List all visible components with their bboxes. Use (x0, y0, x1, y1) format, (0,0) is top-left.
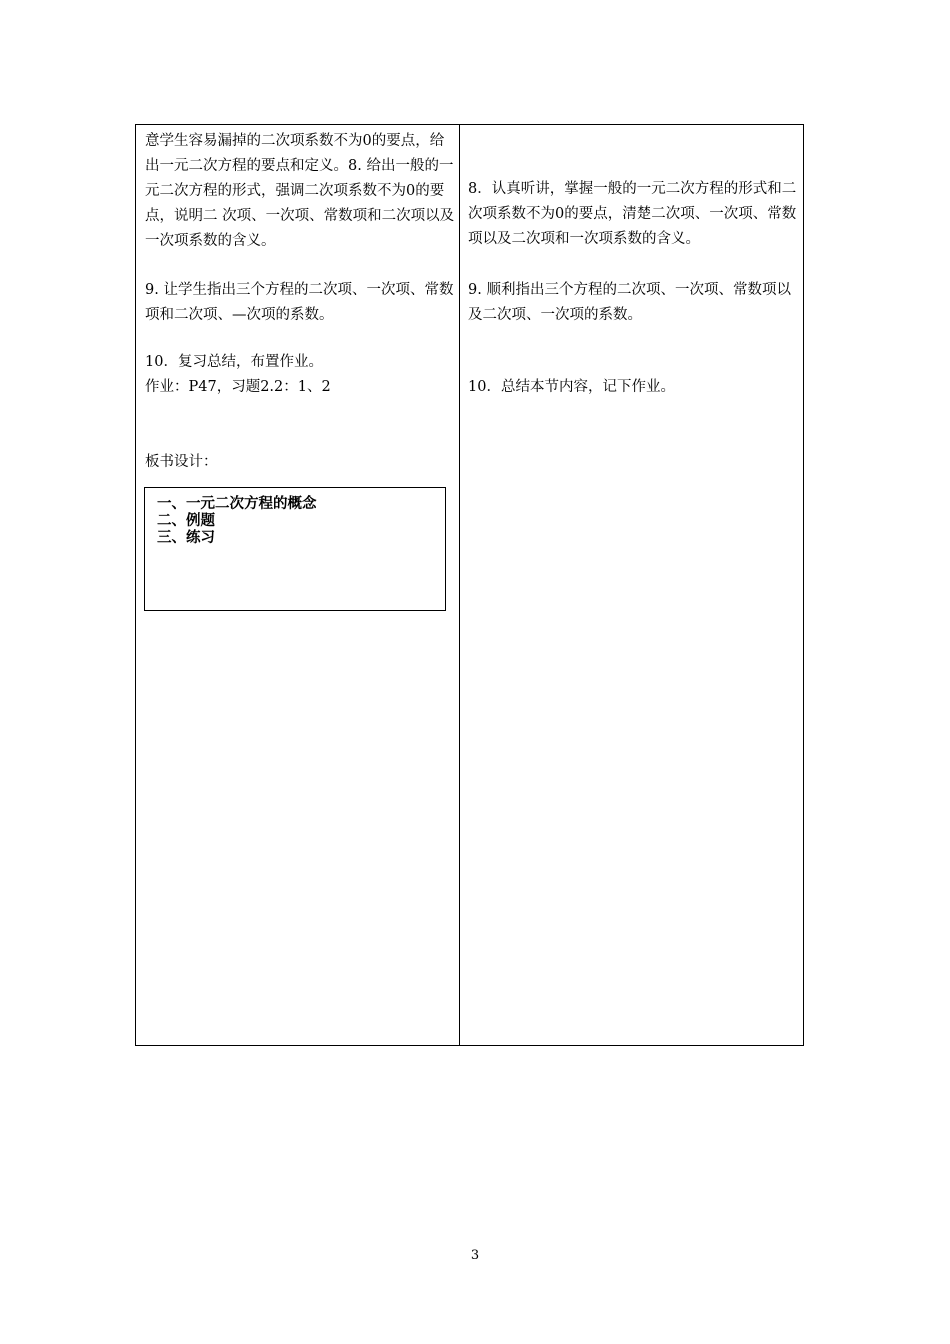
teacher-activity-column (136, 125, 460, 1045)
board-line-1: 一、一元二次方程的概念 (157, 496, 317, 512)
teacher-step-9-text: 9. 让学生指出三个方程的二次项、一次项、常数项和二次项、—次项的系数。 (145, 282, 454, 323)
homework-text: 作业：P47，习题2.2：1、2 (145, 379, 331, 395)
lesson-table (135, 124, 804, 1046)
student-step-10-text: 10．总结本节内容，记下作业。 (468, 379, 675, 395)
board-design-label: 板书设计： (145, 454, 218, 470)
board-line-3: 三、练习 (157, 530, 215, 546)
teacher-step-8-text: 意学生容易漏掉的二次项系数不为0的要点，给出一元二次方程的要点和定义。8. 给出一般的一元二次方程的形式，强调二次项系数不为0的要点，说明二 次项、一次项、常数项和二次项以及一次项系数的含义。 (145, 133, 455, 249)
teacher-step-10-text: 10．复习总结，布置作业。 (145, 354, 323, 370)
board-design-box (144, 487, 446, 611)
student-activity-column (460, 125, 803, 1045)
student-step-9-text: 9. 顺利指出三个方程的二次项、一次项、常数项以及二次项、一次项的系数。 (468, 282, 791, 323)
page-number: 3 (470, 1248, 480, 1263)
student-step-8-text: 8．认真听讲，掌握一般的一元二次方程的形式和二次项系数不为0的要点，清楚二次项、一次项、常数项以及二次项和一次项系数的含义。 (468, 181, 797, 247)
board-line-2: 二、例题 (157, 513, 215, 529)
